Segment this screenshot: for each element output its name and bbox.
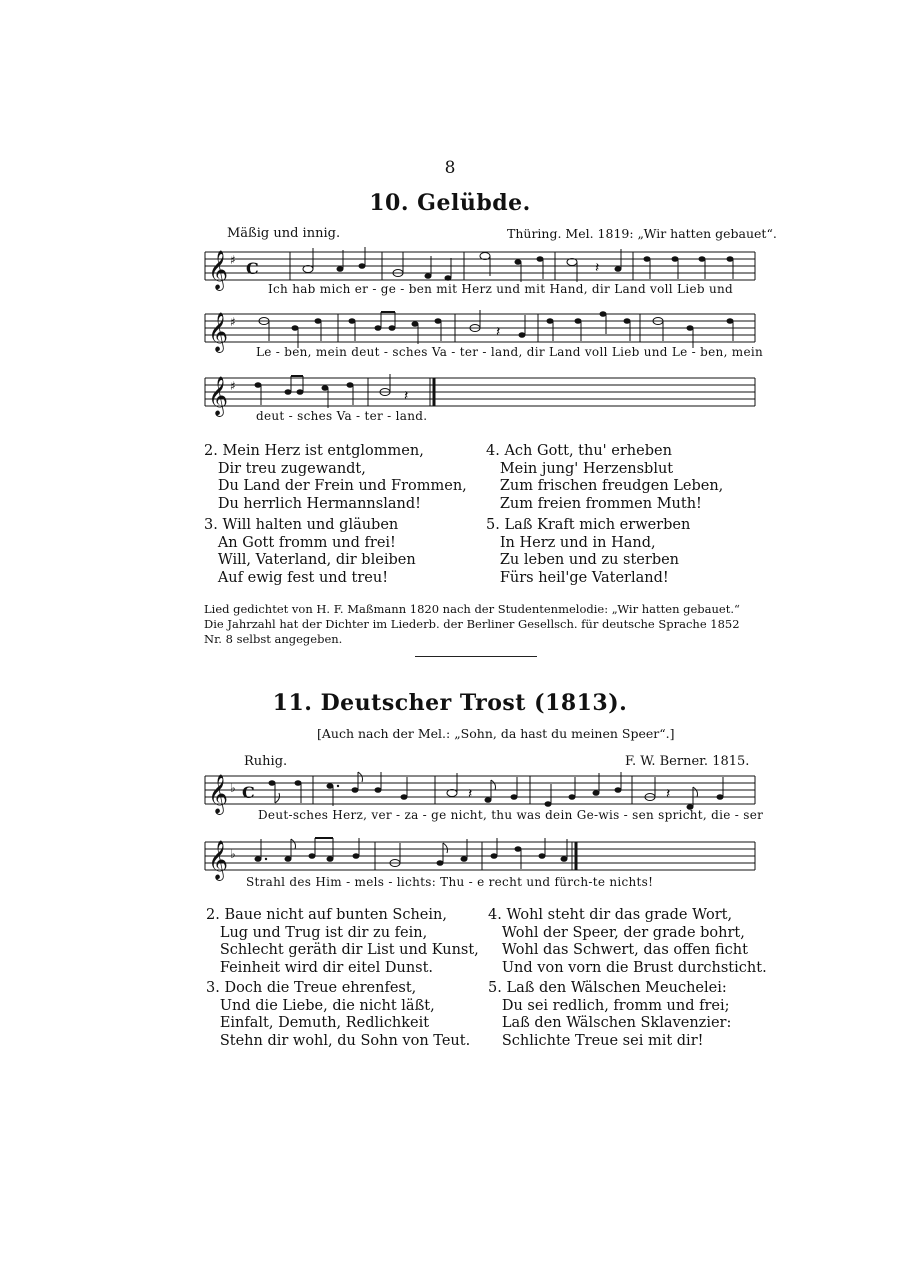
svg-text:♯: ♯ [230, 379, 236, 393]
song1-melody: Thüring. Mel. 1819: „Wir hatten gebauet“. [507, 226, 777, 241]
svg-text:𝄞: 𝄞 [208, 774, 229, 814]
svg-text:♯: ♯ [230, 253, 236, 267]
svg-text:𝄞: 𝄞 [208, 376, 229, 416]
svg-text:𝄽: 𝄽 [666, 786, 671, 802]
song2-title: 11. Deutscher Trost (1813). [272, 690, 628, 716]
svg-text:𝄞: 𝄞 [208, 312, 229, 352]
svg-text:𝄽: 𝄽 [496, 324, 501, 340]
svg-text:C: C [242, 783, 255, 802]
song1-verse-3: 3. Will halten und gläuben An Gott fromm und frei! Will, Vaterland, dir bleiben Auf ewig fest und treu! [204, 517, 416, 586]
song1-lyric-3: deut - sches Va - ter - land. [256, 409, 428, 423]
svg-text:𝄽: 𝄽 [404, 388, 409, 404]
svg-text:♭: ♭ [230, 781, 236, 795]
song2-verse-5: 5. Laß den Wälschen Meuchelei: Du sei redlich, fromm und frei; Laß den Wälschen Sklavenzier: Schlichte Treue sei mit dir! [488, 980, 732, 1049]
svg-text:♭: ♭ [230, 847, 236, 861]
song2-composer: F. W. Berner. 1815. [625, 754, 750, 769]
song2-verse-4: 4. Wohl steht dir das grade Wort, Wohl der Speer, der grade bohrt, Wohl das Schwert, das offen ficht Und von vorn die Brust durchsticht. [488, 907, 767, 976]
song1-verse-5: 5. Laß Kraft mich erwerben In Herz und in Hand, Zu leben und zu sterben Fürs heil'ge Vaterland! [486, 517, 691, 586]
song1-lyric-2: Le - ben, mein deut - sches Va - ter - land, dir Land voll Lieb und Le - ben, mein [256, 345, 764, 359]
song2-lyric-1: Deut-sches Herz, ver - za - ge nicht, thu was dein Ge-wis - sen spricht, die - ser [258, 808, 764, 822]
song2-verse-3: 3. Doch die Treue ehrenfest, Und die Liebe, die nicht läßt, Einfalt, Demuth, Redlichkeit Stehn dir wohl, du Sohn von Teut. [206, 980, 471, 1049]
svg-text:♯: ♯ [230, 315, 236, 329]
song1-tempo: Mäßig und innig. [227, 226, 341, 241]
song2-subtitle: [Auch nach der Mel.: „Sohn, da hast du meinen Speer“.] [317, 726, 675, 741]
song2-lyric-2: Strahl des Him - mels - lichts: Thu - e recht und fürch-te nichts! [246, 875, 654, 889]
song1-source-note: Lied gedichtet von H. F. Maßmann 1820 nach der Studentenmelodie: „Wir hatten gebauet.“ Die Jahrzahl hat der Dichter im Liederb. der Berliner Gesellsch. für deutsche Sprache 1852 Nr. 8 selbst angegeben. [204, 602, 740, 646]
song2-tempo: Ruhig. [244, 754, 288, 769]
svg-text:𝄽: 𝄽 [468, 786, 473, 802]
svg-text:C: C [246, 259, 259, 278]
song1-verse-2: 2. Mein Herz ist entglommen, Dir treu zugewandt, Du Land der Frein und Frommen, Du herrlich Hermannsland! [204, 443, 467, 512]
svg-text:𝄞: 𝄞 [208, 840, 229, 880]
svg-text:𝄽: 𝄽 [595, 260, 600, 276]
page-number: 8 [444, 158, 456, 178]
svg-text:𝄞: 𝄞 [208, 250, 229, 290]
song1-verse-4: 4. Ach Gott, thu' erheben Mein jung' Herzensblut Zum frischen freudgen Leben, Zum freien frommen Muth! [486, 443, 724, 512]
song1-title: 10. Gelübde. [369, 190, 531, 216]
section-divider [415, 656, 537, 657]
song1-lyric-1: Ich hab mich er - ge - ben mit Herz und mit Hand, dir Land voll Lieb und [268, 282, 733, 296]
song2-verse-2: 2. Baue nicht auf bunten Schein, Lug und Trug ist dir zu fein, Schlecht geräth dir List und Kunst, Feinheit wird dir eitel Dunst. [206, 907, 479, 976]
